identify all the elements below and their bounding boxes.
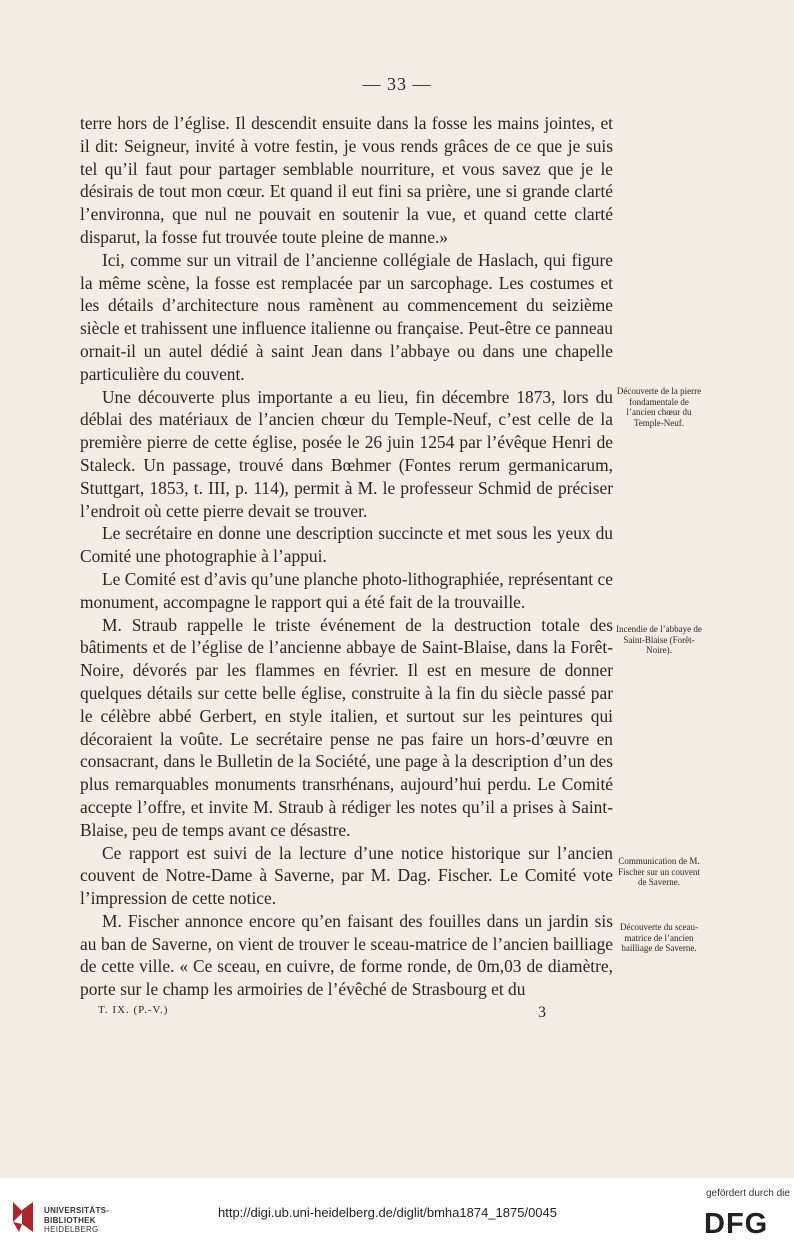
footer-signature: T. IX. (P.-V.) (98, 1004, 169, 1016)
body-text (80, 112, 613, 1001)
margin-note-sceau: Découverte du sceau-matrice de l’ancien bailliage de Saverne. (620, 922, 698, 954)
permalink-url[interactable]: http://digi.ub.uni-heidelberg.de/diglit/bmha1874_1875/0045 (218, 1205, 557, 1220)
library-name-line: UNIVERSITÄTS- (44, 1206, 110, 1215)
paragraph: Ce rapport est suivi de la lecture d’une notice historique sur l’ancien couvent de Notre-Dame à Saverne, par M. Dag. Fischer. Le Comité vote l’impression de cette notice. (80, 842, 613, 909)
paragraph: Le Comité est d’avis qu’une planche photo-lithographiée, représentant ce monument, accompagne le rapport qui a été fait de la trouvaille. (80, 568, 613, 612)
paragraph: Ici, comme sur un vitrail de l’ancienne collégiale de Haslach, qui figure la même scène, la fosse est remplacée par un sarcophage. Les costumes et les détails d’architecture nous ramènent au commencement du seizième siècle et trahissent une influence italienne ou française. Peut-être ce panneau ornait-il un autel dédié à saint Jean dans l’abbaye ou dans une chapelle particulière du couvent. (80, 249, 613, 384)
margin-note-saint-blaise: Incendie de l’abbaye de Saint-Blaise (Forêt-Noire). (616, 624, 702, 656)
margin-note-temple-neuf: Découverte de la pierre fondamentale de l’ancien chœur du Temple-Neuf. (616, 386, 702, 428)
margin-note-fischer: Communication de M. Fischer sur un couvent de Saverne. (618, 856, 700, 888)
library-logo-icon (10, 1200, 36, 1234)
library-name-line: HEIDELBERG (44, 1225, 99, 1234)
paragraph: Le secrétaire en donne une description succincte et met sous les yeux du Comité une photographie à l’appui. (80, 523, 613, 567)
dfg-logo: DFG (704, 1208, 769, 1240)
library-name (44, 1206, 109, 1235)
paragraph: terre hors de l’église. Il descendit ensuite dans la fosse les mains jointes, et il dit: Seigneur, invité à votre festin, je vous rends grâces de ce que je suis tel qu’il faut pour partager semblable nourriture, et vous savez que je le désirais de tout mon cœur. Et quand il eut fini sa prière, une si grande clarté l’environna, que nul ne pouvait en soutenir la vue, et quand cette clarté disparut, la fosse fut trouvée toute pleine de manne.» (80, 113, 613, 247)
paragraph: Une découverte plus importante a eu lieu, fin décembre 1873, lors du déblai des matériaux de l’ancien chœur du Temple-Neuf, c’est celle de la première pierre de cette église, posée le 26 juin 1254 par l’évêque Henri de Staleck. Un passage, trouvé dans Bœhmer (Fontes rerum germanicarum, Stuttgart, 1853, t. III, p. 114), permit à M. le professeur Schmid de préciser l’endroit où cette pierre devait se trouver. (80, 386, 613, 521)
library-name-line: BIBLIOTHEK (44, 1215, 96, 1225)
paragraph: M. Straub rappelle le triste événement de la destruction totale des bâtiments et de l’église de l’ancienne abbaye de Saint-Blaise, dans la Forêt-Noire, dévorés par les flammes en février. Il est en mesure de donner quelques détails sur cette belle église, construite à la fin du siècle passé par le célèbre abbé Gerbert, en style italien, et surtout sur les peintures qui décoraient la voûte. Le secrétaire pense ne pas faire un hors-d’œuvre en consacrant, dans le Bulletin de la Société, une page à la description d’un des plus remarquables monuments transrhénans, aujourd’hui perdu. Le Comité accepte l’offre, et invite M. Straub à rédiger les notes qu’il a prises à Saint-Blaise, peu de temps avant ce désastre. (80, 614, 613, 840)
digitization-footer (0, 1178, 794, 1249)
page-header: — 33 — (362, 74, 432, 94)
paragraph: M. Fischer annonce encore qu’en faisant des fouilles dans un jardin sis au ban de Saverne, on vient de trouver le sceau-matrice de l’ancien bailliage de cette ville. « Ce sceau, en cuivre, de forme ronde, de 0m,03 de diamètre, porte sur le champ les armoiries de l’évêché de Strasbourg et du (80, 910, 613, 1000)
footer-page-number: 3 (538, 1004, 546, 1021)
funded-by-label: gefördert durch die (706, 1188, 790, 1199)
